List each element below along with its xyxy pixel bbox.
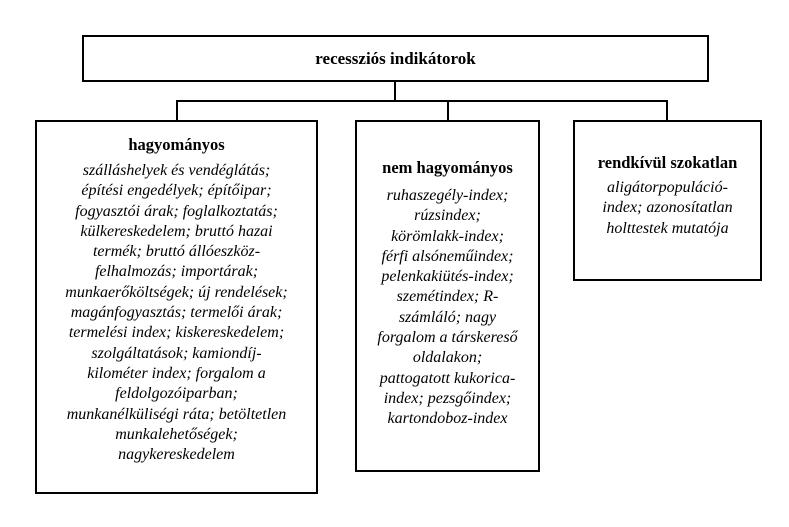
indicator-line: külkereskedelem; bruttó hazai [80,222,273,240]
root-node [82,35,709,82]
indicator-line: termék; bruttó állóeszköz- [92,243,261,261]
indicator-line: magánfogyasztás; termelői árak; [70,304,283,322]
root-title: recessziós indikátorok [315,48,476,68]
indicator-line: szálláshelyek és vendéglátás; [82,162,271,179]
indicator-line: kilométer index; forgalom a [87,364,266,382]
indicator-line: pelenkakiütés-index; [381,268,514,286]
category-traditional-title: hagyományos [128,135,225,154]
indicator-line: szolgáltatások; kamiondíj- [91,344,262,362]
indicator-line: pattogatott kukorica- [379,369,516,387]
indicator-line: munkanélküliségi ráta; betöltetlen [66,405,287,423]
indicator-line: holttestek mutatója [606,219,729,237]
indicator-line: forgalom a társkereső [377,329,518,347]
indicator-line: feldolgozóiparban; [115,385,238,403]
indicator-line: kartondoboz-index [387,410,508,428]
category-extraordinary-title: rendkívül szokatlan [597,153,738,172]
category-extraordinary-items [575,178,760,239]
indicator-line: index; azonosítatlan [602,199,733,217]
indicator-line: munkaerőköltségek; új rendelések; [65,283,288,301]
indicator-line: számláló; nagy [398,308,497,326]
indicator-line: ruhaszegély-index; [386,187,509,204]
indicator-line: szemétindex; R- [396,288,499,306]
category-traditional-items [37,161,316,465]
indicator-line: oldalakon; [412,349,483,367]
indicator-line: férfi alsóneműindex; [381,247,514,265]
category-extraordinary [573,120,762,281]
indicator-line: felhalmozás; importárak; [94,263,259,281]
indicator-line: fogyasztói árak; foglalkoztatás; [75,202,278,220]
indicator-line: termelési index; kiskereskedelem; [68,324,285,342]
category-nontraditional-title: nem hagyományos [382,158,513,177]
indicator-line: rúzsindex; [414,207,481,225]
indicator-line: munkalehetőségek; [115,425,238,443]
indicator-line: aligátorpopuláció- [607,179,728,196]
indicator-line: nagykereskedelem [118,446,235,464]
indicator-line: építési engedélyek; építőipar; [81,182,272,200]
category-nontraditional [355,120,540,472]
category-traditional [35,120,318,494]
indicator-line: körömlakk-index; [391,227,504,245]
category-nontraditional-items [357,186,538,430]
indicator-line: index; pezsgőindex; [383,389,512,407]
